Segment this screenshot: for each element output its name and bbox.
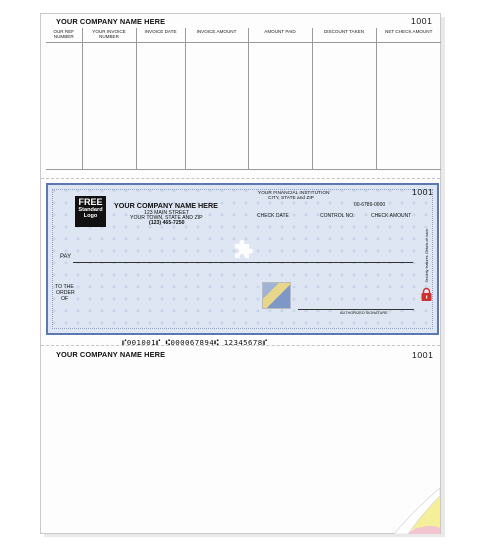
signature-line xyxy=(298,309,414,310)
check-number: 1001 xyxy=(412,187,434,197)
pay-label: PAY xyxy=(60,254,72,260)
check-amount-label: CHECK AMOUNT xyxy=(371,213,412,219)
col-header-discount-taken: DISCOUNT TAKEN xyxy=(312,28,376,43)
check-date-label: CHECK DATE xyxy=(257,213,289,219)
stub-table xyxy=(46,28,441,170)
col-header-invoice-amount: INVOICE AMOUNT xyxy=(185,28,248,43)
bottom-stub-check-number: 1001 xyxy=(412,350,434,360)
micr-line: ⑈001001⑈ ⑆000067894⑆ 12345678⑈ xyxy=(122,338,268,347)
company-logo xyxy=(75,196,106,227)
col-header-net-check-amount: NET CHECK AMOUNT xyxy=(376,28,441,43)
page-curl-icon xyxy=(394,488,440,534)
order-label-2: ORDER xyxy=(56,290,75,296)
puzzle-watermark-icon xyxy=(231,240,253,262)
bottom-stub-company: YOUR COMPANY NAME HERE xyxy=(56,350,166,359)
bank-city: CITY, STATE and ZIP xyxy=(268,196,314,201)
lock-icon xyxy=(420,287,433,302)
logo-line-1: FREE xyxy=(78,197,103,207)
col-header-invoice-date: INVOICE DATE xyxy=(136,28,185,43)
logo-line-2: Standard xyxy=(78,207,103,213)
top-stub-company: YOUR COMPANY NAME HERE xyxy=(56,17,166,26)
perforation-top xyxy=(41,178,440,179)
security-side-text: Security features. Details on back. xyxy=(425,228,429,283)
logo-line-3: Logo xyxy=(83,213,98,219)
pay-line xyxy=(73,262,413,263)
routing-fraction: 00-6789-0000 xyxy=(354,202,386,208)
check-phone: (123) 465-7250 xyxy=(149,220,185,226)
check-address-1: 123 MAIN STREET xyxy=(144,210,189,216)
check-address-2: YOUR TOWN, STATE AND ZIP xyxy=(130,215,203,221)
bank-name: YOUR FINANCIAL INSTITUTION xyxy=(258,191,330,196)
perforation-bottom xyxy=(41,345,440,346)
order-label-1: TO THE xyxy=(55,284,74,290)
check-company-name: YOUR COMPANY NAME HERE xyxy=(114,201,218,210)
top-stub-check-number: 1001 xyxy=(411,16,433,26)
col-header-our-ref: OUR REF NUMBER xyxy=(46,28,82,43)
order-label-3: OF xyxy=(61,296,69,302)
security-seal-image xyxy=(262,282,291,309)
col-header-amount-paid: AMOUNT PAID xyxy=(248,28,312,43)
col-header-invoice-number: YOUR INVOICE NUMBER xyxy=(82,28,136,43)
signature-label: AUTHORIZED SIGNATURE xyxy=(340,311,388,315)
table-row xyxy=(46,43,441,170)
control-number-label: CONTROL NO. xyxy=(320,213,355,219)
